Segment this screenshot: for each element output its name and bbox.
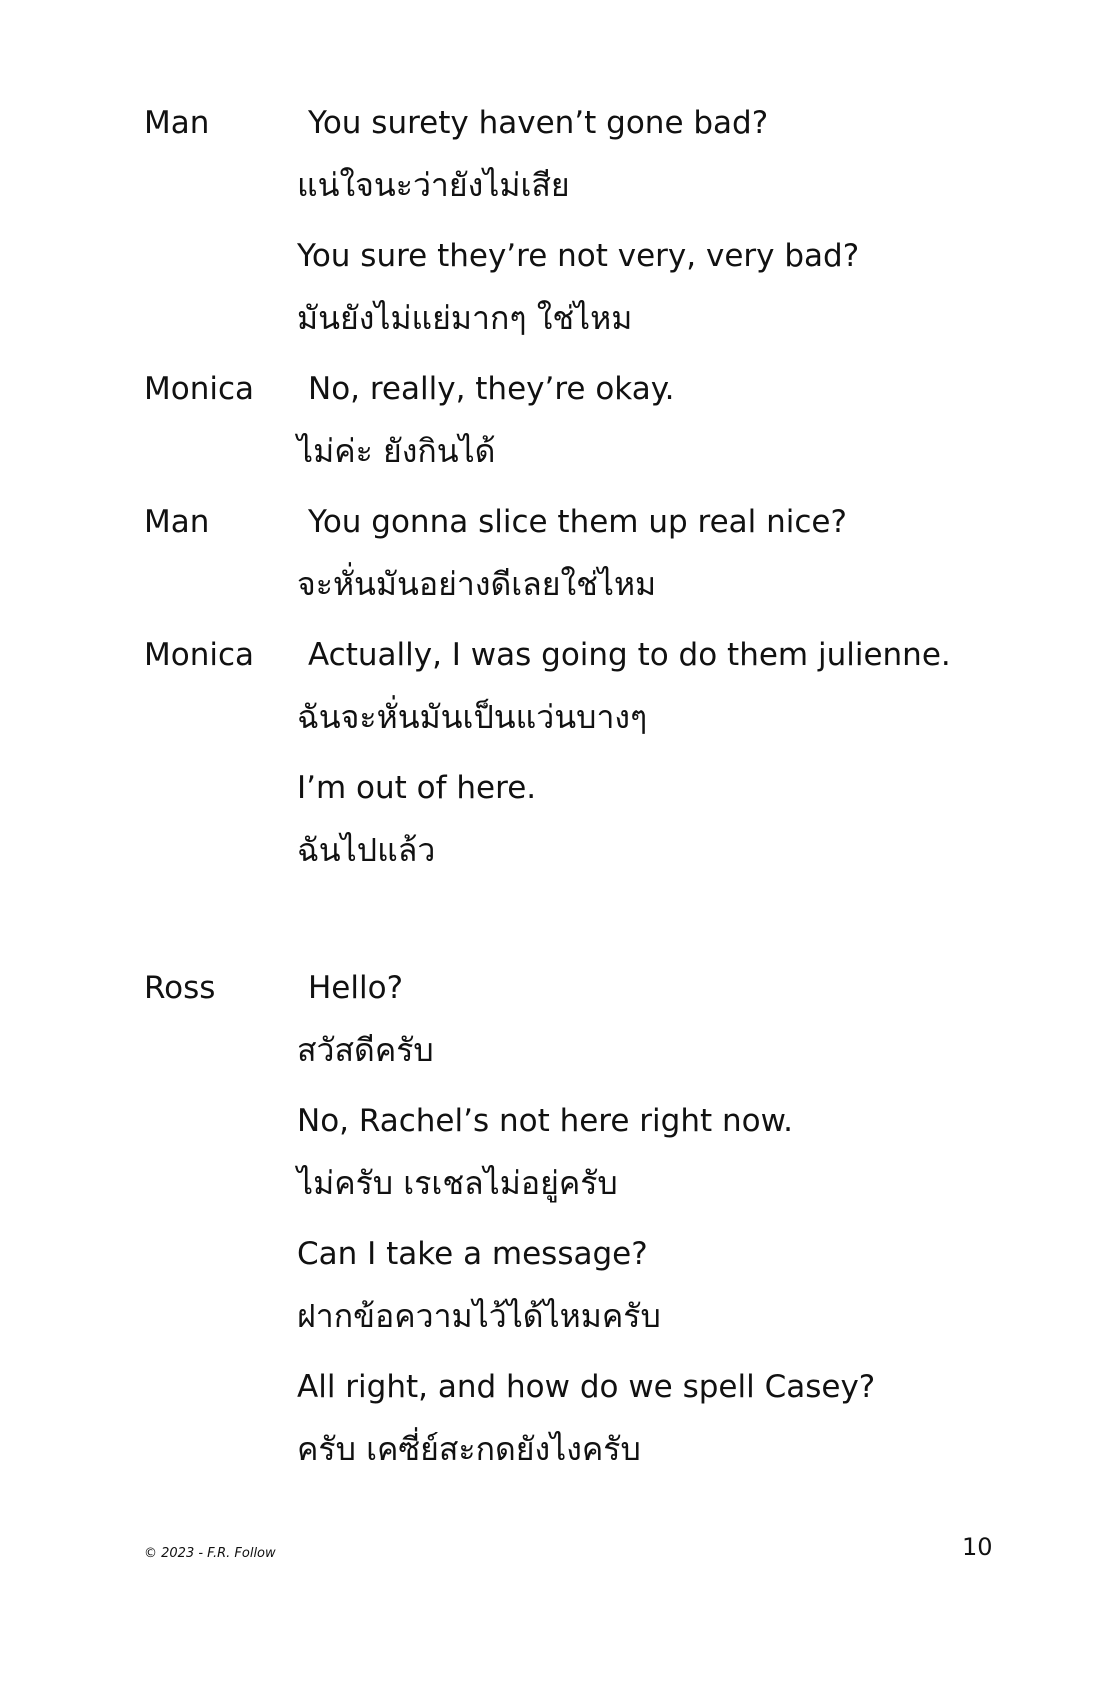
dialogue-line-english: Can I take a message? bbox=[297, 1236, 648, 1272]
dialogue-line-thai: ฝากข้อความไว้ได้ไหมครับ bbox=[297, 1297, 661, 1335]
dialogue-line-english: No, really, they’re okay. bbox=[308, 371, 675, 407]
dialogue-line-english: You gonna slice them up real nice? bbox=[308, 504, 847, 540]
dialogue-line-english: You surety haven’t gone bad? bbox=[308, 105, 769, 141]
dialogue-line-thai: ฉันไปแล้ว bbox=[297, 831, 436, 869]
copyright-notice: © 2023 - F.R. Follow bbox=[144, 1546, 276, 1561]
dialogue-line-english: No, Rachel’s not here right now. bbox=[297, 1103, 793, 1139]
speaker-name: Ross bbox=[144, 970, 216, 1006]
dialogue-line-thai: ไม่ค่ะ ยังกินได้ bbox=[297, 432, 496, 470]
dialogue-line-thai: จะหั่นมันอย่างดีเลยใช่ไหม bbox=[297, 565, 657, 603]
dialogue-line-thai: ครับ เคซี่ย์สะกดยังไงครับ bbox=[297, 1430, 641, 1468]
dialogue-line-english: I’m out of here. bbox=[297, 770, 537, 806]
dialogue-line-thai: มันยังไม่แย่มากๆ ใช่ไหม bbox=[297, 299, 633, 337]
dialogue-line-english: All right, and how do we spell Casey? bbox=[297, 1369, 876, 1405]
page-number: 10 bbox=[962, 1533, 993, 1561]
speaker-name: Man bbox=[144, 105, 210, 141]
speaker-name: Monica bbox=[144, 637, 255, 673]
dialogue-line-thai: สวัสดีครับ bbox=[297, 1031, 434, 1069]
dialogue-line-thai: แน่ใจนะว่ายังไม่เสีย bbox=[297, 166, 570, 204]
dialogue-line-thai: ฉันจะหั่นมันเป็นแว่นบางๆ bbox=[297, 698, 648, 736]
dialogue-line-thai: ไม่ครับ เรเชลไม่อยู่ครับ bbox=[297, 1164, 618, 1202]
speaker-name: Man bbox=[144, 504, 210, 540]
speaker-name: Monica bbox=[144, 371, 255, 407]
dialogue-line-english: Hello? bbox=[308, 970, 404, 1006]
dialogue-line-english: Actually, I was going to do them julienne. bbox=[308, 637, 951, 673]
dialogue-line-english: You sure they’re not very, very bad? bbox=[297, 238, 860, 274]
